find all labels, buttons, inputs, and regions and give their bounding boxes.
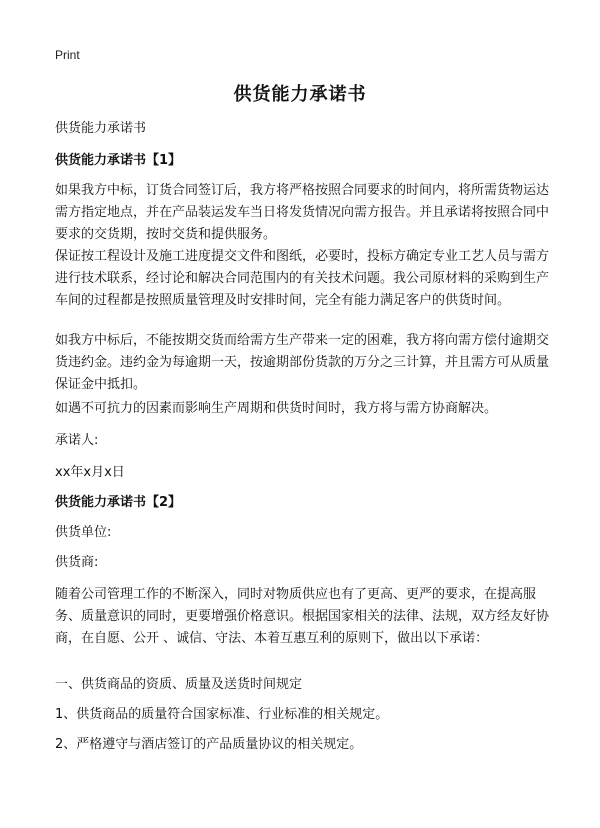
section-1-paragraph-4: 如遇不可抗力的因素而影响生产周期和供货时间时，我方将与需方协商解决。: [55, 401, 498, 416]
supply-unit-label: 供货单位:: [55, 525, 112, 540]
section-1-paragraph-1: 如果我方中标，订货合同签订后，我方将严格按照合同要求的时间内，将所需货物运达需方指定地点，并在产品装运发车当日将发货情况向需方报告。并且承诺将按照合同中要求的交货期，按时交货和提供服务。: [55, 183, 550, 242]
signature-date: xx年x月x日: [55, 465, 125, 480]
print-label: Print: [55, 48, 80, 62]
document-title: 供货能力承诺书: [233, 84, 367, 105]
supplier-label: 供货商:: [55, 555, 99, 570]
promisor-label: 承诺人:: [55, 433, 99, 448]
section-2-item-1: 1、供货商品的质量符合国家标准、行业标准的相关规定。: [55, 707, 389, 722]
section-2-item-heading: 一、供货商品的资质、质量及送货时间规定: [55, 677, 303, 692]
section-2-heading: 供货能力承诺书【2】: [55, 495, 182, 510]
section-2-paragraph-1: 随着公司管理工作的不断深入，同时对物质供应也有了更高、更严的要求，在提高服务、质量意识的同时，更要增强价格意识。根据国家相关的法律、法规，双方经友好协商，在自愿、公开 、诚信、守法、本着互惠互利的原则下，做出以下承诺：: [55, 587, 550, 646]
section-1-heading: 供货能力承诺书【1】: [55, 153, 182, 168]
section-2-item-2: 2、严格遵守与酒店签订的产品质量协议的相关规定。: [55, 737, 363, 752]
section-1-paragraph-2: 保证按工程设计及施工进度提交文件和图纸，必要时，投标方确定专业工艺人员与需方进行技术联系，经讨论和解决合同范围内的有关技术问题。我公司原材料的采购到生产车间的过程都是按照质量管理及时安排时间，完全有能力满足客户的供货时间。: [55, 249, 550, 308]
section-1-paragraph-3: 如我方中标后，不能按期交货而给需方生产带来一定的困难，我方将向需方偿付逾期交货违约金。违约金为每逾期一天，按逾期部份货款的万分之三计算，并且需方可从质量保证金中抵扣。: [55, 333, 550, 392]
document-subtitle: 供货能力承诺书: [55, 121, 147, 136]
